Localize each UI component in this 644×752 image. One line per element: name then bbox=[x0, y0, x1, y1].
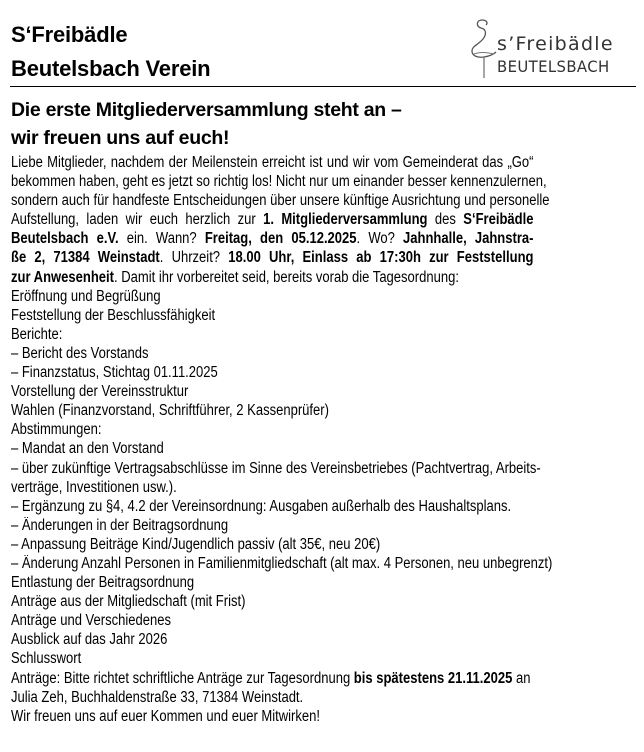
agenda-item: Anträge aus der Mitgliedschaft (mit Frist) bbox=[11, 593, 246, 611]
article-body bbox=[11, 153, 633, 726]
meeting-name: 1. Mitgliederversammlung bbox=[263, 211, 428, 229]
intro-text: . Uhrzeit? bbox=[159, 249, 229, 267]
agenda-subitem: – Ergänzung zu §4, 4.2 der Vereinsordnung: Ausgaben außerhalb des Haushaltsplans. bbox=[11, 497, 512, 515]
agenda-item: Wahlen (Finanzvorstand, Schriftführer, 2 Kassenprüfer) bbox=[11, 402, 329, 420]
page-header bbox=[0, 0, 644, 90]
agenda-item: Entlastung der Beitragsordnung bbox=[11, 574, 195, 592]
agenda-item: Anträge und Verschiedenes bbox=[11, 612, 171, 630]
intro-text: des bbox=[427, 211, 464, 229]
submission-deadline: bis spätestens 21.11.2025 bbox=[353, 669, 513, 687]
logo-wordmark-line1: s’Freibädle bbox=[497, 33, 614, 55]
club-name: Beutelsbach e.V. bbox=[11, 230, 119, 248]
intro-line: bekommen haben, geht es jetzt so richtig los! Nicht nur um einander besser kennenzulernen, bbox=[11, 173, 547, 191]
intro-paragraph bbox=[11, 153, 633, 287]
agenda-subitem: – Änderungen in der Beitragsordnung bbox=[11, 516, 229, 534]
agenda-subitem: – Anpassung Beiträge Kind/Jugendlich passiv (alt 35€, neu 20€) bbox=[11, 535, 381, 553]
agenda-subitem: – Änderung Anzahl Personen in Familienmitgliedschaft (alt max. 4 Personen, neu unbegrenzt) bbox=[11, 554, 553, 572]
organization-title-line1: S‘Freibädle bbox=[11, 22, 128, 47]
article-headline bbox=[11, 96, 402, 152]
club-logo bbox=[468, 18, 638, 80]
intro-line: Liebe Mitglieder, nachdem der Meilenstein erreicht ist und wir vom Gemeinderat das „Go“ bbox=[11, 154, 534, 171]
meeting-location: Jahnhalle, Jahnstra- bbox=[403, 230, 534, 248]
flamingo-icon bbox=[468, 18, 498, 80]
headline-line1: Die erste Mitgliederversammlung steht an – bbox=[11, 99, 402, 121]
closing-text: Anträge: Bitte richtet schriftliche Anträge zur Tagesordnung bbox=[11, 669, 354, 687]
closing-line bbox=[11, 669, 533, 688]
closing-line: Wir freuen uns auf euer Kommen und euer Mitwirken! bbox=[11, 707, 321, 725]
intro-text: ein. Wann? bbox=[118, 230, 205, 248]
agenda-item: Eröffnung und Begrüßung bbox=[11, 287, 161, 305]
header-divider bbox=[10, 86, 636, 87]
contact-address: Julia Zeh, Buchhaldenstraße 33, 71384 Weinstadt. bbox=[11, 688, 304, 706]
agenda-subitem: – über zukünftige Vertragsabschlüsse im Sinne des Vereinsbetriebes (Pachtvertrag, Arbeits- bbox=[11, 459, 541, 477]
intro-text: Aufstellung, laden wir euch herzlich zur bbox=[11, 211, 264, 229]
agenda-item: Vorstellung der Vereinsstruktur bbox=[11, 383, 189, 401]
organization-title-line2: Beutelsbach Verein bbox=[11, 56, 211, 81]
intro-line bbox=[11, 268, 533, 287]
club-name: S‘Freibädle bbox=[463, 211, 534, 229]
agenda-subitem: verträge, Investitionen usw.). bbox=[11, 478, 177, 496]
agenda-subitem: – Bericht des Vorstands bbox=[11, 344, 149, 362]
agenda-item: Berichte: bbox=[11, 325, 63, 343]
agenda-subitem: – Mandat an den Vorstand bbox=[11, 440, 164, 458]
intro-line bbox=[11, 210, 533, 229]
meeting-time: 18.00 Uhr, Einlass ab 17:30h zur Feststellung bbox=[228, 249, 534, 267]
headline-line2: wir freuen uns auf euch! bbox=[11, 127, 230, 149]
organization-title bbox=[11, 18, 210, 86]
agenda-item: Feststellung der Beschlussfähigkeit bbox=[11, 306, 216, 324]
agenda-item: Abstimmungen: bbox=[11, 421, 102, 439]
intro-text: . Damit ihr vorbereitet seid, bereits vorab die Tagesordnung: bbox=[113, 268, 459, 286]
agenda-list bbox=[11, 287, 633, 669]
intro-line bbox=[11, 229, 533, 248]
agenda-subitem: – Finanzstatus, Stichtag 01.11.2025 bbox=[11, 364, 218, 382]
meeting-date: Freitag, den 05.12.2025 bbox=[204, 230, 357, 248]
meeting-location: ße 2, 71384 Weinstadt bbox=[11, 249, 160, 267]
intro-line bbox=[11, 248, 533, 267]
agenda-item: Schlusswort bbox=[11, 650, 82, 668]
logo-wordmark-line2: BEUTELSBACH bbox=[497, 57, 610, 76]
intro-text: . Wo? bbox=[356, 230, 404, 248]
closing-text: an bbox=[512, 669, 531, 687]
meeting-time: zur Anwesenheit bbox=[11, 268, 114, 286]
closing-paragraph bbox=[11, 669, 633, 726]
agenda-item: Ausblick auf das Jahr 2026 bbox=[11, 631, 168, 649]
intro-line: sondern auch für handfeste Entscheidungen über unsere künftige Ausrichtung und personelle bbox=[11, 192, 550, 210]
